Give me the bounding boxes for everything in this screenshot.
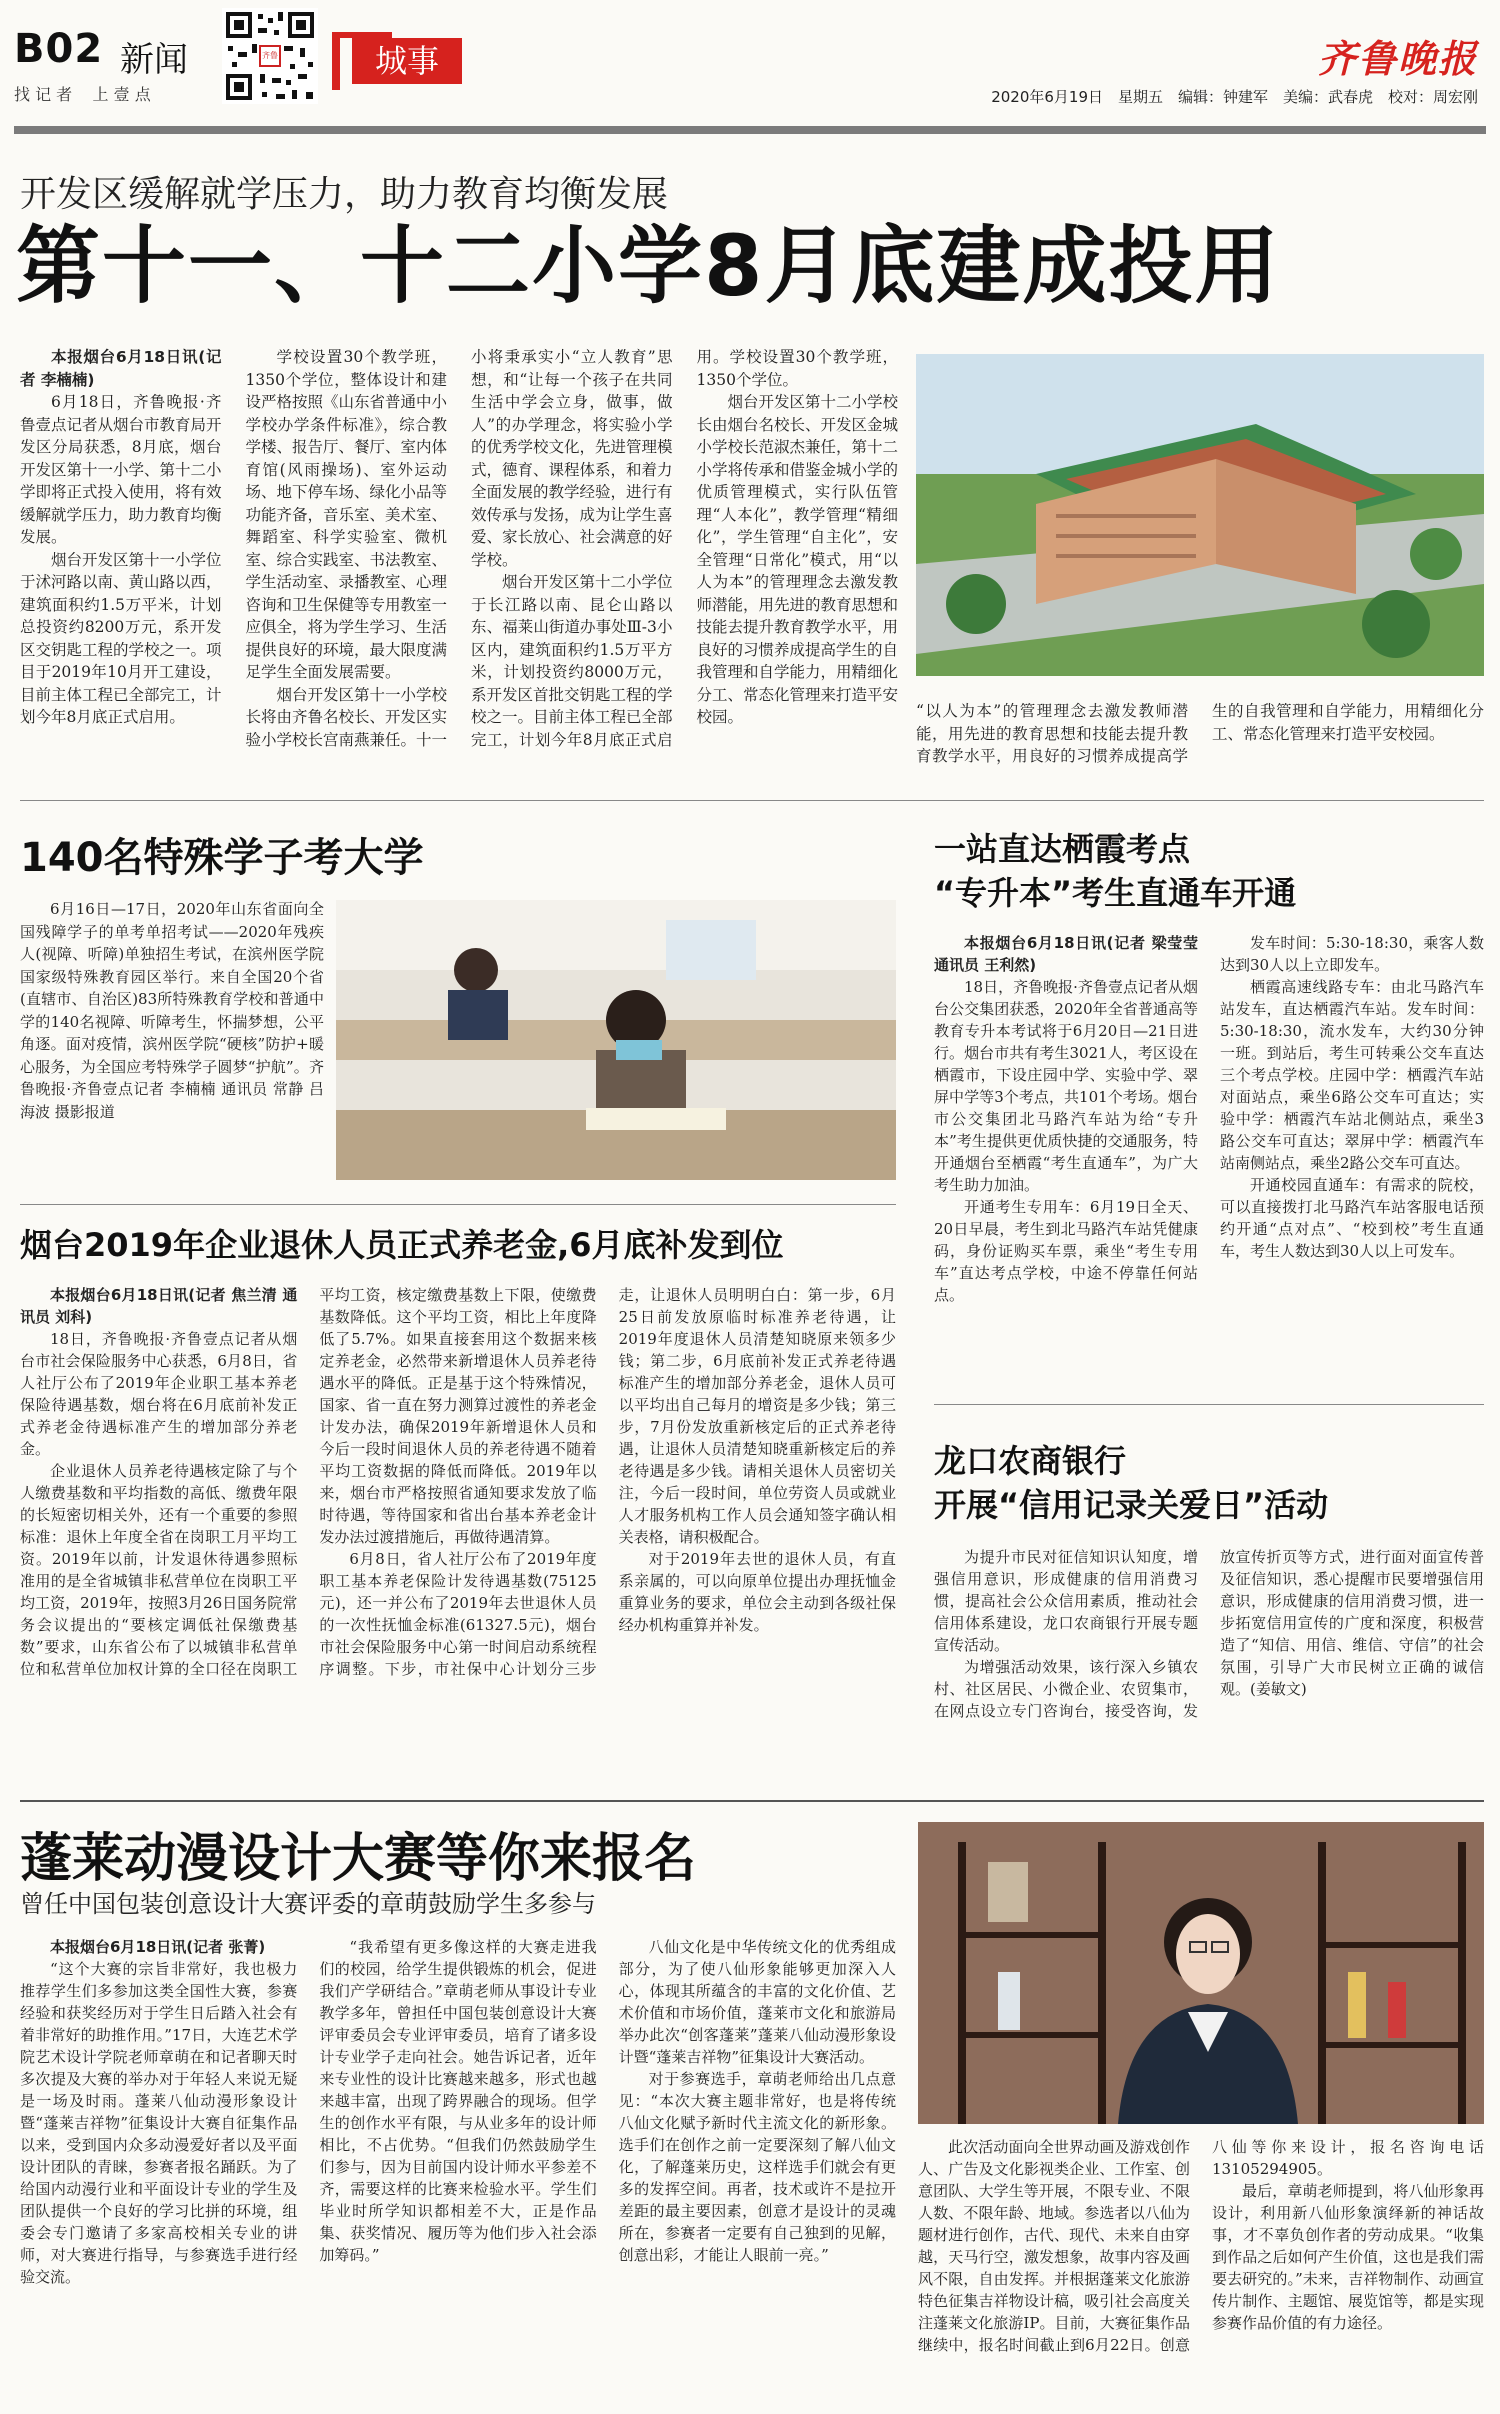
- lead-kicker: 开发区缓解就学压力，助力教育均衡发展: [20, 174, 669, 215]
- bus-paragraph: 发车时间：5:30-18:30，乘客人数达到30人以上立即发车。: [1220, 934, 1484, 974]
- page-code: B02: [14, 26, 104, 72]
- lead-headline: 第十一、十二小学8月底建成投用: [16, 217, 1281, 315]
- bank-body: [934, 1546, 1484, 1782]
- column-label: 城事: [352, 38, 462, 84]
- bank-headline-2: 开展“信用记录关爱日”活动: [934, 1486, 1329, 1524]
- slogan: 找 记 者 上 壹 点: [14, 85, 151, 104]
- issue-info: 2020年6月19日 星期五 编辑：钟建军 美编：武春虎 校对：周宏刚: [991, 88, 1478, 106]
- lead-paragraph: 学校设置30个教学班，1350个学位，整体设计和建设严格按照《山东省普通中小学校办学条件标准》，综合教学楼、报告厅、餐厅、室内体育馆(风雨操场)、室外运动场、地下停车场、绿化小品等功能齐备，音乐室、美术室、舞蹈室、科学实验室、微机室、综合实践室、书法教室、学生活动室、录播教室、心理咨询和卫生保健等专用教室一应俱全，将为学生学习、生活提供良好的环境，最大限度满足学生全面发展需要。: [245, 348, 448, 681]
- lead-paragraph: 烟台开发区第十二小学校长由烟台名校长、开发区金城小学校长范淑杰兼任，第十二小学将传承和借鉴金城小学的优质管理模式，实行队伍管理“人本化”，教学管理“精细化”，学生管理“自主化”，安全管理“日常化”模式，用“以人为本”的管理理念去激发教师潜能，用先进的教育思想和技能去提升教育教学水平，用良好的习惯养成提高学生的自我管理和自学能力，用精细化分工、常态化管理来打造平安校园。: [696, 393, 898, 726]
- lead-paragraph: 6月18日，齐鲁晚报·齐鲁壹点记者从烟台市教育局开发区分局获悉，8月底，烟台开发区第十一小学、第十二小学即将正式投入使用，将有效缓解就学压力，助力教育均衡发展。: [20, 393, 222, 546]
- pension-headline: 烟台2019年企业退休人员正式养老金,6月底补发到位: [20, 1226, 784, 1264]
- designer-portrait-photo: [918, 1822, 1484, 2124]
- animation-paragraph: 此次活动面向全世界动画及游戏创作人、广告及文化影视类企业、工作室、创意团队、大学生等开展，不限专业、不限人数、不限年龄、地域。参选者以八仙为题材进行创作，古代、现代、未来自由穿越，天马行空，激发想象，故事内容及画风不限，自由发挥。并根据蓬莱文化旅游特色征集吉祥物设计稿，吸引社会高度关注蓬莱文化旅游IP。目前，大赛征集作品继续中，报名时间截止到6月22日。创意八仙等你来设计，报名咨询电话13105294905。: [918, 2138, 1484, 2354]
- pension-paragraph: 对于2019年去世的退休人员，有直系亲属的，可以向原单位提出办理抚恤金重算业务的要求，单位会主动到各级社保经办机构重算并补发。: [618, 1550, 896, 1634]
- divider: [20, 1800, 1484, 1802]
- lead-paragraph: 烟台开发区第十一小学校长将由齐鲁名校长、开发区实验小学校长宫南燕兼任。十一小将秉承实小“立人教育”思想，和“让每一个孩子在共同生活中学会立身，做事，做人”的办学理念，将实验小学的优秀学校文化，先进管理模式，德育、课程体系，和着力全面发展的教学经验，进行有效传承与发扬，成为让学生喜爱、家长放心、社会满意的好学校。: [245, 348, 673, 749]
- animation-body-right: [918, 2136, 1484, 2402]
- divider: [934, 1404, 1484, 1405]
- bus-headline-2: “专升本”考生直通车开通: [934, 874, 1297, 912]
- bus-paragraph: 栖霞高速线路专车：由北马路汽车站发车，直达栖霞汽车站。发车时间：5:30-18:30，流水发车，大约30分钟一班。到站后，考生可转乘公交车直达三个考点学校。庄园中学：栖霞汽车站对面站点，乘坐6路公交车可直达；实验中学：栖霞汽车站北侧站点，乘坐3路公交车可直达；翠屏中学：栖霞汽车站南侧站点，乘坐2路公交车可直达。: [1220, 978, 1484, 1172]
- divider: [20, 800, 1484, 801]
- animation-headline: 蓬莱动漫设计大赛等你来报名: [20, 1829, 697, 1889]
- animation-paragraph: 对于参赛选手，章萌老师给出几点意见：“本次大赛主题非常好，也是将传统八仙文化赋予新时代主流文化的新形象。选手们在创作之前一定要深刻了解八仙文化，了解蓬莱历史，这样选手们就会有更多的发挥空间。再者，技术或许不是拉开差距的最主要因素，创意才是设计的灵魂所在，参赛者一定要有自己独到的见解，创意出彩，才能让人眼前一亮。”: [618, 2070, 896, 2264]
- column-tab: [332, 32, 480, 90]
- animation-paragraph: 最后，章萌老师提到，将八仙形象再设计，利用新八仙形象演绎新的神话故事，才不辜负创作者的劳动成果。“收集到作品之后如何产生价值，这也是我们需要去研究的。”未来，吉祥物制作、动画宣传片制作、主题馆、展览馆等，都是实现参赛作品价值的有力途径。: [1212, 2182, 1484, 2332]
- special-paragraph: 6月16日—17日，2020年山东省面向全国残障学子的单考单招考试——2020年残疾人(视障、听障)单独招生考试，在滨州医学院国家级特殊教育园区举行。来自全国20个省(直辖市、自治区)83所特殊教育学校和普通中学的140名视障、听障考生，怀揣梦想，公平角逐。面对疫情，滨州医学院“硬核”防护+暖心服务，为全国应考特殊学子圆梦“护航”。齐鲁晚报·齐鲁壹点记者 李楠楠 通讯员 常静 吕海波 摄影报道: [20, 900, 324, 1121]
- lead-paragraph-tail: “以人为本”的管理理念去激发教师潜能，用先进的教育思想和技能去提升教育教学水平，用良好的习惯养成提高学生的自我管理和自学能力，用精细化分工、常态化管理来打造平安校园。: [916, 702, 1484, 765]
- pension-paragraph: 企业退休人员养老待遇核定除了与个人缴费基数和平均指数的高低、缴费年限的长短密切相关外，还有一个重要的参照标准：退休上年度全省在岗职工月平均工资。2019年以前，计发退休待遇参照标准用的是全省城镇非私营单位在岗职工平均工资，2019年，按照3月26日国务院常务会议提出的“要核定调低社保缴费基数”要求，山东省公布了以城镇非私营单位和私营单位加权计算的全口径在岗职工平均工资，核定缴费基数上下限，使缴费基数降低。这个平均工资，相比上年度降低了5.7%。如果直接套用这个数据来核定养老金，必然带来新增退休人员养老待遇水平的降低。正是基于这个特殊情况，国家、省一直在努力测算过渡性的养老金计发办法，确保2019年新增退休人员和今后一段时间退休人员的养老待遇不随着平均工资数据的降低而降低。2019年以来，烟台市严格按照省通知要求发放了临时待遇，等待国家和省出台基本养老金计发办法过渡措施后，再做待遇清算。: [20, 1286, 597, 1678]
- bus-headline-1: 一站直达栖霞考点: [934, 830, 1191, 868]
- animation-paragraph: 八仙文化是中华传统文化的优秀组成部分，为了使八仙形象能够更加深入人心，体现其所蕴含的丰富的文化价值、艺术价值和市场价值，蓬莱市文化和旅游局举办此次“创客蓬莱”蓬莱八仙动漫形象设计暨“蓬莱吉祥物”征集设计大赛活动。: [618, 1938, 896, 2066]
- divider: [20, 1204, 896, 1205]
- lead-body: [20, 346, 898, 778]
- pension-body: [20, 1284, 896, 1782]
- animation-body: [20, 1936, 896, 2402]
- bus-paragraph: 开通校园直通车：有需求的院校，可以直接拨打北马路汽车站客服电话预约开通“点对点”、“校到校”考生直通车，考生人数达到30人以上可发车。: [1220, 1176, 1484, 1260]
- animation-paragraph: “这个大赛的宗旨非常好，我也极力推荐学生们多参加这类全国性大赛，参赛经验和获奖经历对于学生日后踏入社会有着非常好的助推作用。”17日，大连艺术学院艺术设计学院老师章萌在和记者聊天时多次提及大赛的举办对于年轻人来说无疑是一场及时雨。蓬莱八仙动漫形象设计暨“蓬莱吉祥物”征集设计大赛自征集作品以来，受到国内众多动漫爱好者以及平面设计团队的青睐，参赛者报名踊跃。为了给国内动漫行业和平面设计专业的学生及团队提供一个良好的学习比拼的环境，组委会专门邀请了多家高校相关专业的讲师，对大赛进行指导，与参赛选手进行经验交流。: [20, 1960, 298, 2286]
- bus-body: [934, 932, 1484, 1384]
- pension-paragraph: 6月8日，省人社厅公布了2019年度职工基本养老保险计发待遇基数(75125元)，还一并公布了2019年去世退休人员的一次性抚恤金标准(61327.5元)，烟台市社会保险服务中心第一时间启动系统程序调整。下步，市社保中心计划分三步走，让退休人员明明白白：第一步，6月25日前发放原临时标准养老待遇，让2019年度退休人员清楚知晓原来领多少钱；第二步，6月底前补发正式养老待遇标准产生的增加部分养老金，退休人员可以平均出自己每月的增资是多少钱；第三步，7月份发放重新核定后的正式养老待遇，让退休人员清楚知晓重新核定后的养老待遇是多少钱。请相关退休人员密切关注，今后一段时间，单位劳资人员或就业人才服务机构工作人员会通知签字确认相关表格，请积极配合。: [319, 1286, 896, 1678]
- qr-code: [222, 8, 318, 104]
- exam-classroom-photo: [336, 900, 896, 1180]
- lead-paragraph: 烟台开发区第十二小学位于长江路以南、昆仑山路以东、福莱山街道办事处Ⅲ-3小区内，建筑面积约1.5万平方米，计划投资约8000万元，系开发区首批交钥匙工程的学校之一。目前主体工程已全部完工，计划今年8月底正式启用。学校设置30个教学班，1350个学位。: [471, 348, 898, 749]
- special-body: [20, 898, 324, 1180]
- school-rendering-photo: [916, 354, 1484, 676]
- bank-paragraph: 为增强活动效果，该行深入乡镇农村、社区居民、小微企业、农贸集市，在网点设立专门咨询台，接受咨询，发放宣传折页等方式，进行面对面宣传普及征信知识，悉心提醒市民要增强信用意识，形成健康的信用消费习惯，进一步拓宽信用宣传的广度和深度，积极营造了“知信、用信、维信、守信”的社会氛围，引导广大市民树立正确的诚信观。(姜敏文): [934, 1548, 1484, 1720]
- bus-byline: 本报烟台6月18日讯(记者 梁莹莹 通讯员 王利然): [934, 934, 1198, 974]
- lead-body-continued: [916, 700, 1484, 778]
- pension-byline: 本报烟台6月18日讯(记者 焦兰清 通讯员 刘科): [20, 1286, 298, 1326]
- lead-paragraph: 烟台开发区第十一小学位于沭河路以南、黄山路以西，建筑面积约1.5万平米，计划总投资约8200万元，系开发区交钥匙工程的学校之一。项目于2019年10月开工建设，目前主体工程已全部完工，计划今年8月底正式启用。: [20, 550, 222, 726]
- qr-logo-text: 齐鲁: [262, 51, 278, 60]
- bank-headline-1: 龙口农商银行: [934, 1442, 1127, 1480]
- masthead-logo: 齐鲁晚报: [1317, 36, 1478, 81]
- bus-paragraph: 18日，齐鲁晚报·齐鲁壹点记者从烟台公交集团获悉，2020年全省普通高等教育专升本考试将于6月20日—21日进行。烟台市共有考生3021人，考区设在栖霞市，下设庄园中学、实验中学、翠屏中学等3个考点，共101个考场。烟台市公交集团北马路汽车站为给“专升本”考生提供更优质快捷的交通服务，特开通烟台至栖霞“考生直通车”，为广大考生助力加油。: [934, 978, 1198, 1194]
- bank-paragraph: 为提升市民对征信知识认知度，增强信用意识，形成健康的信用消费习惯，提高社会公众信用素质，推动社会信用体系建设，龙口农商银行开展专题宣传活动。: [934, 1548, 1198, 1654]
- animation-subheadline: 曾任中国包装创意设计大赛评委的章萌鼓励学生多参与: [20, 1890, 596, 1918]
- bus-paragraph: 开通考生专用车：6月19日全天、20日早晨，考生到北马路汽车站凭健康码，身份证购买车票，乘坐“考生专用车”直达考点学校，中途不停靠任何站点。: [934, 1198, 1198, 1304]
- lead-byline: 本报烟台6月18日讯(记者 李楠楠): [20, 348, 222, 389]
- special-headline: 140名特殊学子考大学: [20, 835, 424, 881]
- header-rule: [14, 126, 1486, 134]
- pension-paragraph: 18日，齐鲁晚报·齐鲁壹点记者从烟台市社会保险服务中心获悉，6月8日，省人社厅公布了2019年企业职工基本养老保险待遇基数，烟台将在6月底前补发正式养老金待遇标准产生的增加部分养老金。: [20, 1330, 298, 1458]
- section-name: 新闻: [120, 40, 188, 80]
- animation-byline: 本报烟台6月18日讯(记者 张菁): [50, 1938, 266, 1956]
- animation-paragraph: “我希望有更多像这样的大赛走进我们的校园，给学生提供锻炼的机会，促进我们产学研结合。”章萌老师从事设计专业教学多年，曾担任中国包装创意设计大赛评审委员会专业评审委员，培育了诸多设计专业学子走向社会。她告诉记者，近年来专业性的设计比赛越来越多，形式也越来越丰富，出现了跨界融合的现场。但学生的创作水平有限，与从业多年的设计师相比，不占优势。“但我们仍然鼓励学生们参与，因为目前国内设计师水平参差不齐，需要这样的比赛来检验水平。学生们毕业时所学知识都相差不大，正是作品集、获奖情况、履历等为他们步入社会添加筹码。”: [319, 1938, 597, 2264]
